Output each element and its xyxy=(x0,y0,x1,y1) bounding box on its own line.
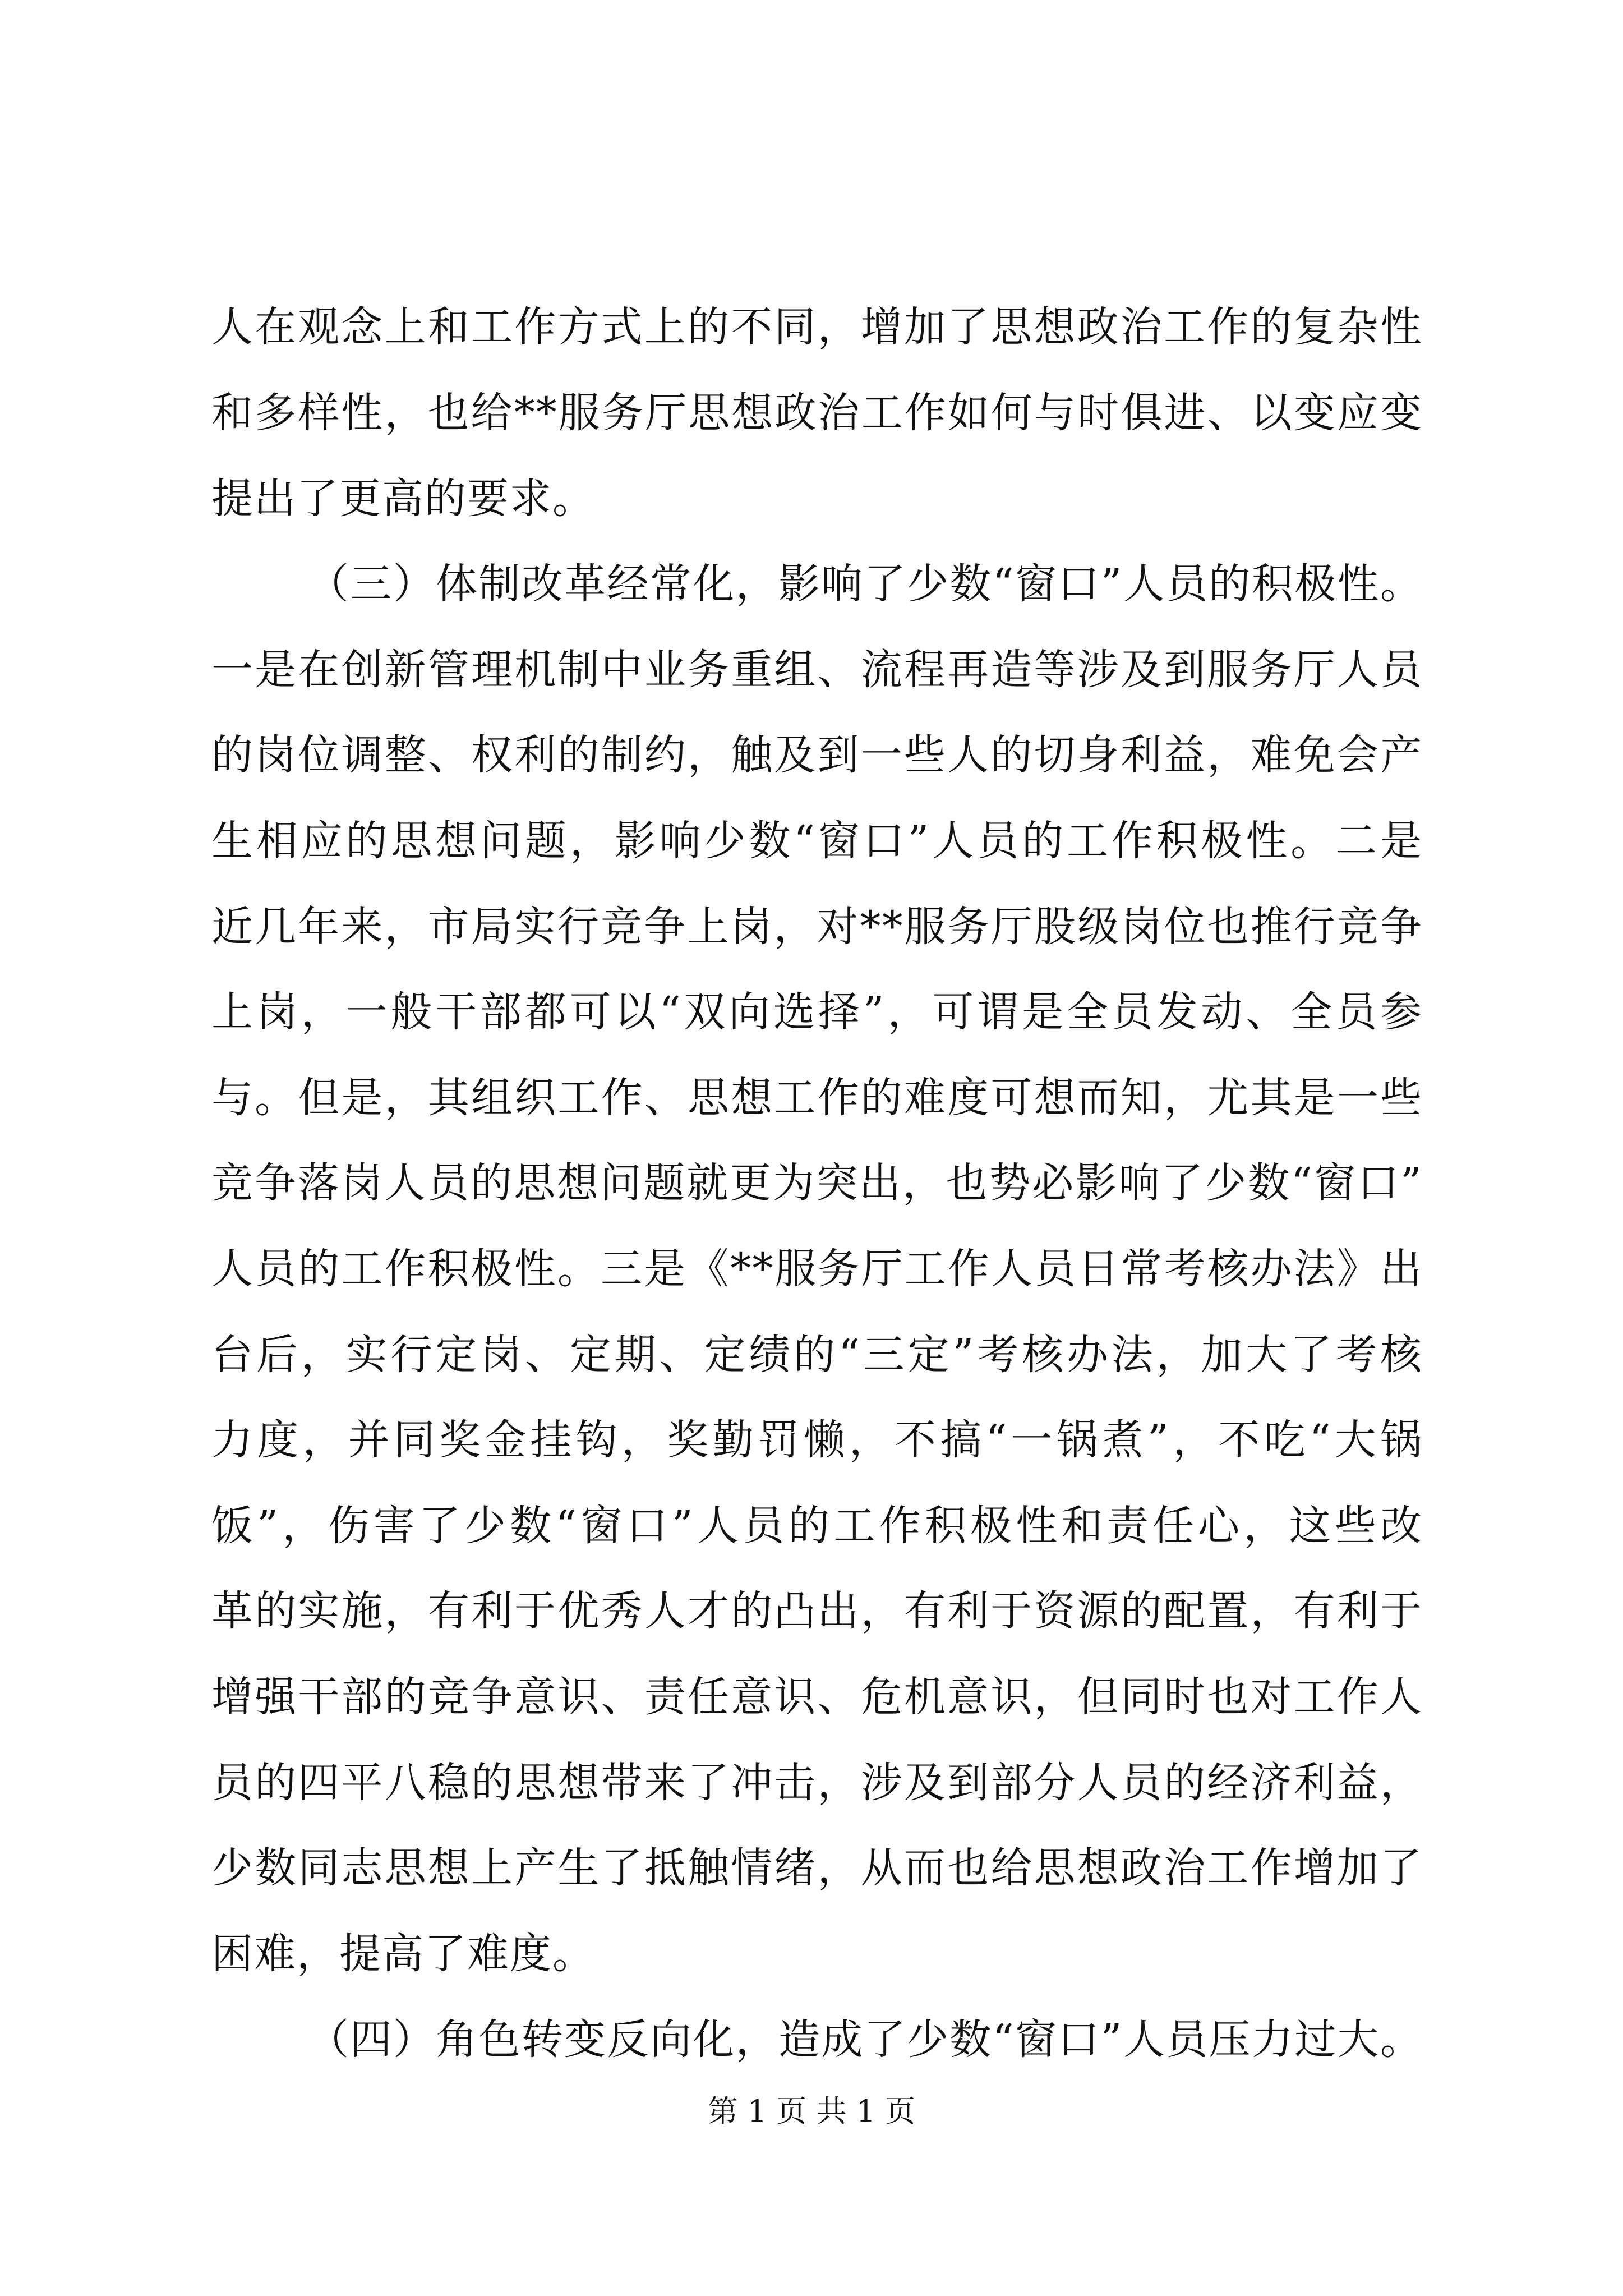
text-line: 与。但是，其组织工作、思想工作的难度可想而知，尤其是一些 xyxy=(211,1074,1423,1122)
text-line: 生相应的思想问题，影响少数“窗口”人员的工作积极性。二是 xyxy=(211,817,1423,865)
text-line: 饭”，伤害了少数“窗口”人员的工作积极性和责任心，这些改 xyxy=(211,1502,1423,1550)
text-line: 困难，提高了难度。 xyxy=(211,1930,595,1978)
page-footer: 第 1 页 共 1 页 xyxy=(707,2093,916,2129)
text-line: 的岗位调整、权利的制约，触及到一些人的切身利益，难免会产 xyxy=(211,731,1423,779)
text-line: 上岗，一般干部都可以“双向选择”，可谓是全员发动、全员参 xyxy=(211,988,1423,1036)
text-line: 和多样性，也给**服务厅思想政治工作如何与时俱进、以变应变 xyxy=(211,389,1423,437)
text-line: 近几年来，市局实行竞争上岗，对**服务厅股级岗位也推行竞争 xyxy=(211,903,1423,951)
text-line: 人员的工作积极性。三是《**服务厅工作人员日常考核办法》出 xyxy=(211,1245,1423,1293)
text-line: 革的实施，有利于优秀人才的凸出，有利于资源的配置，有利于 xyxy=(211,1587,1423,1635)
section-heading: （四）角色转变反向化，造成了少数“窗口”人员压力过大。 xyxy=(307,2016,1423,2064)
text-line: 一是在创新管理机制中业务重组、流程再造等涉及到服务厅人员 xyxy=(211,646,1423,694)
section-heading: （三）体制改革经常化，影响了少数“窗口”人员的积极性。 xyxy=(307,560,1423,608)
text-line: 台后，实行定岗、定期、定绩的“三定”考核办法，加大了考核 xyxy=(211,1331,1423,1379)
text-line: 少数同志思想上产生了抵触情绪，从而也给思想政治工作增加了 xyxy=(211,1844,1423,1892)
text-line: 人在观念上和工作方式上的不同，增加了思想政治工作的复杂性 xyxy=(211,303,1423,351)
text-line: 增强干部的竞争意识、责任意识、危机意识，但同时也对工作人 xyxy=(211,1673,1423,1721)
text-line: 员的四平八稳的思想带来了冲击，涉及到部分人员的经济利益， xyxy=(211,1759,1423,1807)
text-line: 竞争落岗人员的思想问题就更为突出，也势必影响了少数“窗口” xyxy=(211,1159,1423,1207)
text-line: 力度，并同奖金挂钩，奖勤罚懒，不搞“一锅煮”，不吃“大锅 xyxy=(211,1416,1423,1464)
text-line: 提出了更高的要求。 xyxy=(211,475,595,523)
